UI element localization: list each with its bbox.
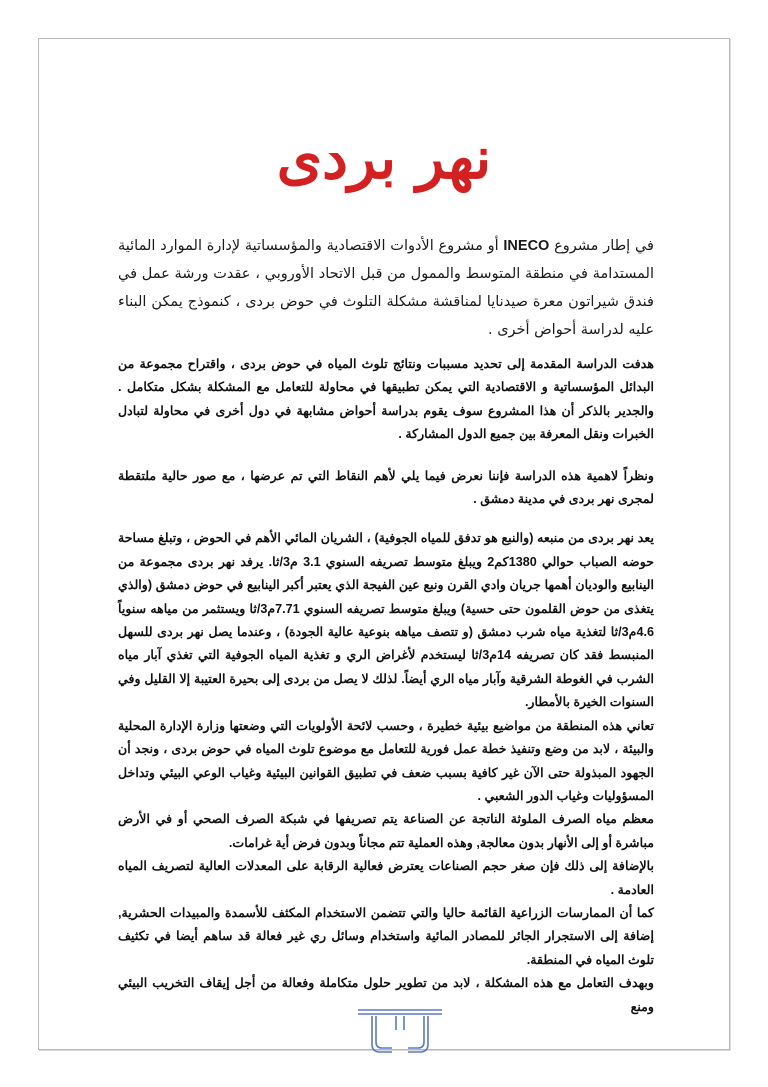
paragraph-river-description: يعد نهر بردى من منبعه (والنبع هو تدفق للمياه الجوفية) ، الشريان المائي الأهم في الحوض ، وتبلغ مساحة حوضه الصباب حوالي 1380كم2 ويبلغ متوسط تصريفه السنوي 3.1 م3/ثا. يرفد نهر بردى مجموعة من الينابيع والوديان أهمها جريان وادي القرن ونبع عين الفيجة الذي يعتبر أكبر الينابيع في حوض دمشق (والذي يتغذى من حوض القلمون حتى حسية) ويبلغ متوسط تصريفه السنوي 7.71م3/ثا ويستثمر من مياهه سنوياً 4.6م3/ثا لتغذية مياه شرب دمشق (و تتصف مياهه بنوعية عالية الجودة) ، وعندما يصل نهر بردى للسهل المنبسط فقد كان تصريفه 14م3/ثا ليستخدم لأغراض الري و تغذية المياه الجوفية التي تغذي آبار مياه الشرب في الغوطة الشرقية وآبار مياه الري أيضاً. لذلك لا يصل من بردى إلى بحيرة العتيبة إلا القليل وفي السنوات الخيرة بالأمطار. <box>118 531 655 710</box>
paragraph-solution: وبهدف التعامل مع هذه المشكلة ، لابد من تطوير حلول متكاملة وفعالة من أجل إيقاف التخريب البيئي ومنع <box>118 976 654 1014</box>
paragraph-small-industries: بالإضافة إلى ذلك فإن صغر حجم الصناعات يعترض فعالية الرقابة على المعدلات العالية لتصريف المياه العادمة . <box>118 859 654 897</box>
article-body <box>118 353 654 1019</box>
paragraph-environmental-issues: تعاني هذه المنطقة من مواضيع بيئية خطيرة ، وحسب لائحة الأولويات التي وضعتها وزارة الإدارة المحلية والبيئة ، لابد من وضع وتنفيذ خطة عمل فورية للتعامل مع موضوع تلوث المياه في حوض بردى ، ونجد أن الجهود المبذولة حتى الآن غير كافية بسبب ضعف في تطبيق القوانين البيئية وغياب الوعي البيئي وتداخل المسؤوليات وغياب الدور الشعبي . <box>118 718 654 803</box>
page-title: نهر بردى <box>276 124 492 192</box>
paragraph-importance: ونظراً لاهمية هذه الدراسة فإننا نعرض فيما يلي لأهم النقاط التي تم عرضها ، مع صور حالية ملتقطة لمجرى نهر بردى في مدينة دمشق . <box>118 468 654 507</box>
intro-text-start: في إطار مشروع <box>549 238 654 254</box>
project-name: INECO <box>503 238 550 254</box>
paragraph-study-goal: هدفت الدراسة المقدمة إلى تحديد مسببات ونتائج تلوث المياه في حوض بردى ، واقتراح مجموعة من البدائل المؤسساتية و الاقتصادية التي يمكن تطبيقها في محاولة للتعامل مع المشكلة بشكل متكامل . والجدير بالذكر أن هذا المشروع سوف يقوم بدراسة أحواض مشابهة في دول أخرى في محاولة لتبادل الخبرات ونقل المعرفة بين جميع الدول المشاركة . <box>118 357 654 442</box>
paragraph-industrial-waste: معظم مياه الصرف الملوثة الناتجة عن الصناعة يتم تصريفها في شبكة الصرف الصحي أو في الأرض مباشرة أو إلى الأنهار بدون معالجة, وهذه العملية تتم مجاناً وبدون فرض أية غرامات. <box>118 812 654 850</box>
paragraph-agriculture: كما أن الممارسات الزراعية القائمة حاليا والتي تتضمن الاستخدام المكثف للأسمدة والمبيدات الحشرية, إضافة إلى الاستجرار الجائر للمصادر المائية واستخدام وسائل ري غير فعالة قد ساهم أيضا في تكثيف تلوث المياه في المنطقة. <box>118 905 654 967</box>
pipe-logo-icon <box>352 1000 448 1060</box>
intro-paragraph <box>118 232 654 344</box>
intro-text-rest: أو مشروع الأدوات الاقتصادية والمؤسساتية لإدارة الموارد المائية المستدامة في منطقة المتوسط والممول من قبل الاتحاد الأوروبي ، عقدت ورشة عمل في فندق شيراتون معرة صيدنايا لمناقشة مشكلة التلوث في حوض بردى ، كنموذج يمكن البناء عليه لدراسة أحواض أخرى . <box>118 238 654 338</box>
